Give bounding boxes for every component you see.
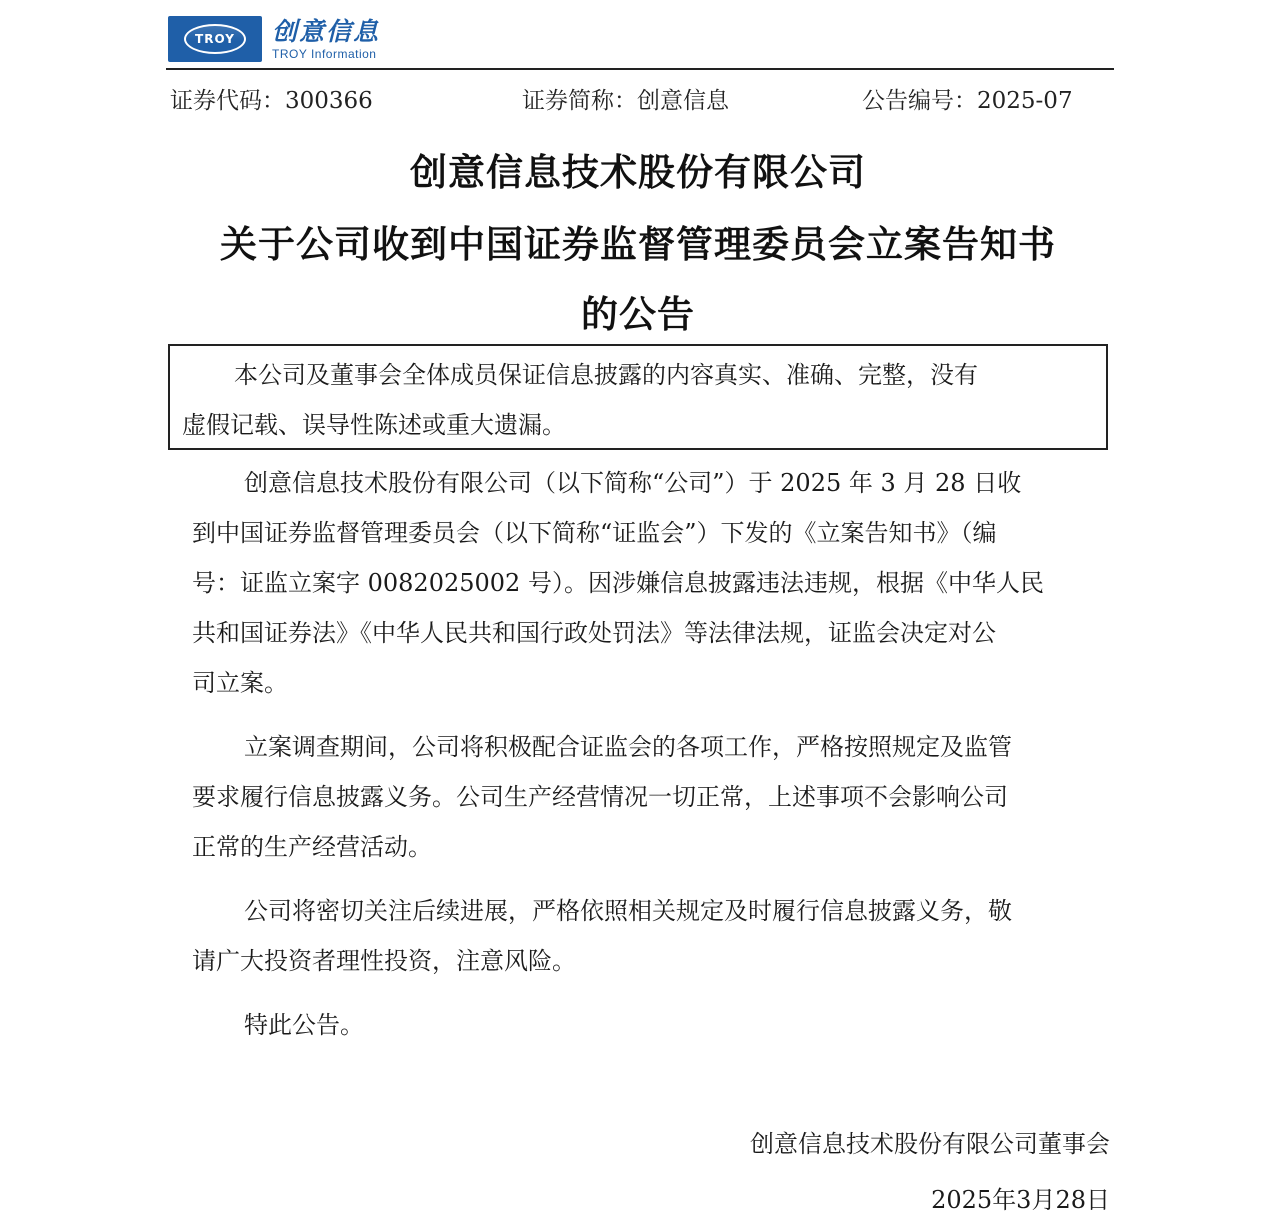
title-line-3: 的公告 bbox=[581, 293, 695, 336]
paragraph-line: 请广大投资者理性投资，注意风险。 bbox=[192, 947, 576, 975]
security-short-name: 证券简称：创意信息 bbox=[522, 88, 729, 114]
title-line-2: 关于公司收到中国证券监督管理委员会立案告知书 bbox=[220, 223, 1056, 266]
logo-mark-text: TROY bbox=[195, 32, 235, 46]
logo-wordmark bbox=[272, 16, 381, 61]
announcement-number: 公告编号：2025-07 bbox=[862, 88, 1073, 114]
security-meta-row bbox=[0, 82, 1276, 114]
company-logo bbox=[168, 16, 380, 62]
body-paragraph-2 bbox=[192, 722, 1112, 872]
closing-paragraph bbox=[192, 1000, 1112, 1050]
paragraph-line: 共和国证券法》《中华人民共和国行政处罚法》等法律法规，证监会决定对公 bbox=[192, 619, 996, 647]
paragraph-line: 立案调查期间，公司将积极配合证监会的各项工作，严格按照规定及监管 bbox=[244, 733, 1012, 761]
body-paragraph-3 bbox=[192, 886, 1112, 986]
paragraph-line: 司立案。 bbox=[192, 669, 288, 697]
statement-line-1: 本公司及董事会全体成员保证信息披露的内容真实、准确、完整，没有 bbox=[234, 361, 978, 389]
statement-line-2: 虚假记载、误导性陈述或重大遗漏。 bbox=[182, 411, 566, 439]
security-code: 证券代码：300366 bbox=[170, 88, 373, 114]
paragraph-line: 正常的生产经营活动。 bbox=[192, 833, 432, 861]
paragraph-line: 创意信息技术股份有限公司（以下简称“公司”）于 2025 年 3 月 28 日收 bbox=[244, 469, 1022, 497]
header-divider bbox=[166, 68, 1114, 70]
body-paragraph-1 bbox=[192, 458, 1112, 708]
paragraph-line: 要求履行信息披露义务。公司生产经营情况一切正常，上述事项不会影响公司 bbox=[192, 783, 1008, 811]
paragraph-line: 到中国证券监督管理委员会（以下简称“证监会”）下发的《立案告知书》（编 bbox=[192, 519, 997, 547]
disclosure-statement-box bbox=[168, 344, 1108, 450]
logo-oval-icon bbox=[184, 24, 246, 54]
title-line-1: 创意信息技术股份有限公司 bbox=[410, 151, 866, 194]
paragraph-line: 特此公告。 bbox=[244, 1011, 364, 1039]
logo-company-cn: 创意信息 bbox=[272, 16, 381, 46]
paragraph-line: 号：证监立案字 0082025002 号）。因涉嫌信息披露违法违规，根据《中华人民 bbox=[192, 569, 1044, 597]
paragraph-line: 公司将密切关注后续进展，严格依照相关规定及时履行信息披露义务，敬 bbox=[244, 897, 1012, 925]
logo-company-en: TROY Information bbox=[272, 46, 377, 61]
signature-date: 2025年3月28日 bbox=[931, 1186, 1110, 1214]
logo-badge bbox=[168, 16, 262, 62]
signature-organization: 创意信息技术股份有限公司董事会 bbox=[750, 1130, 1110, 1158]
